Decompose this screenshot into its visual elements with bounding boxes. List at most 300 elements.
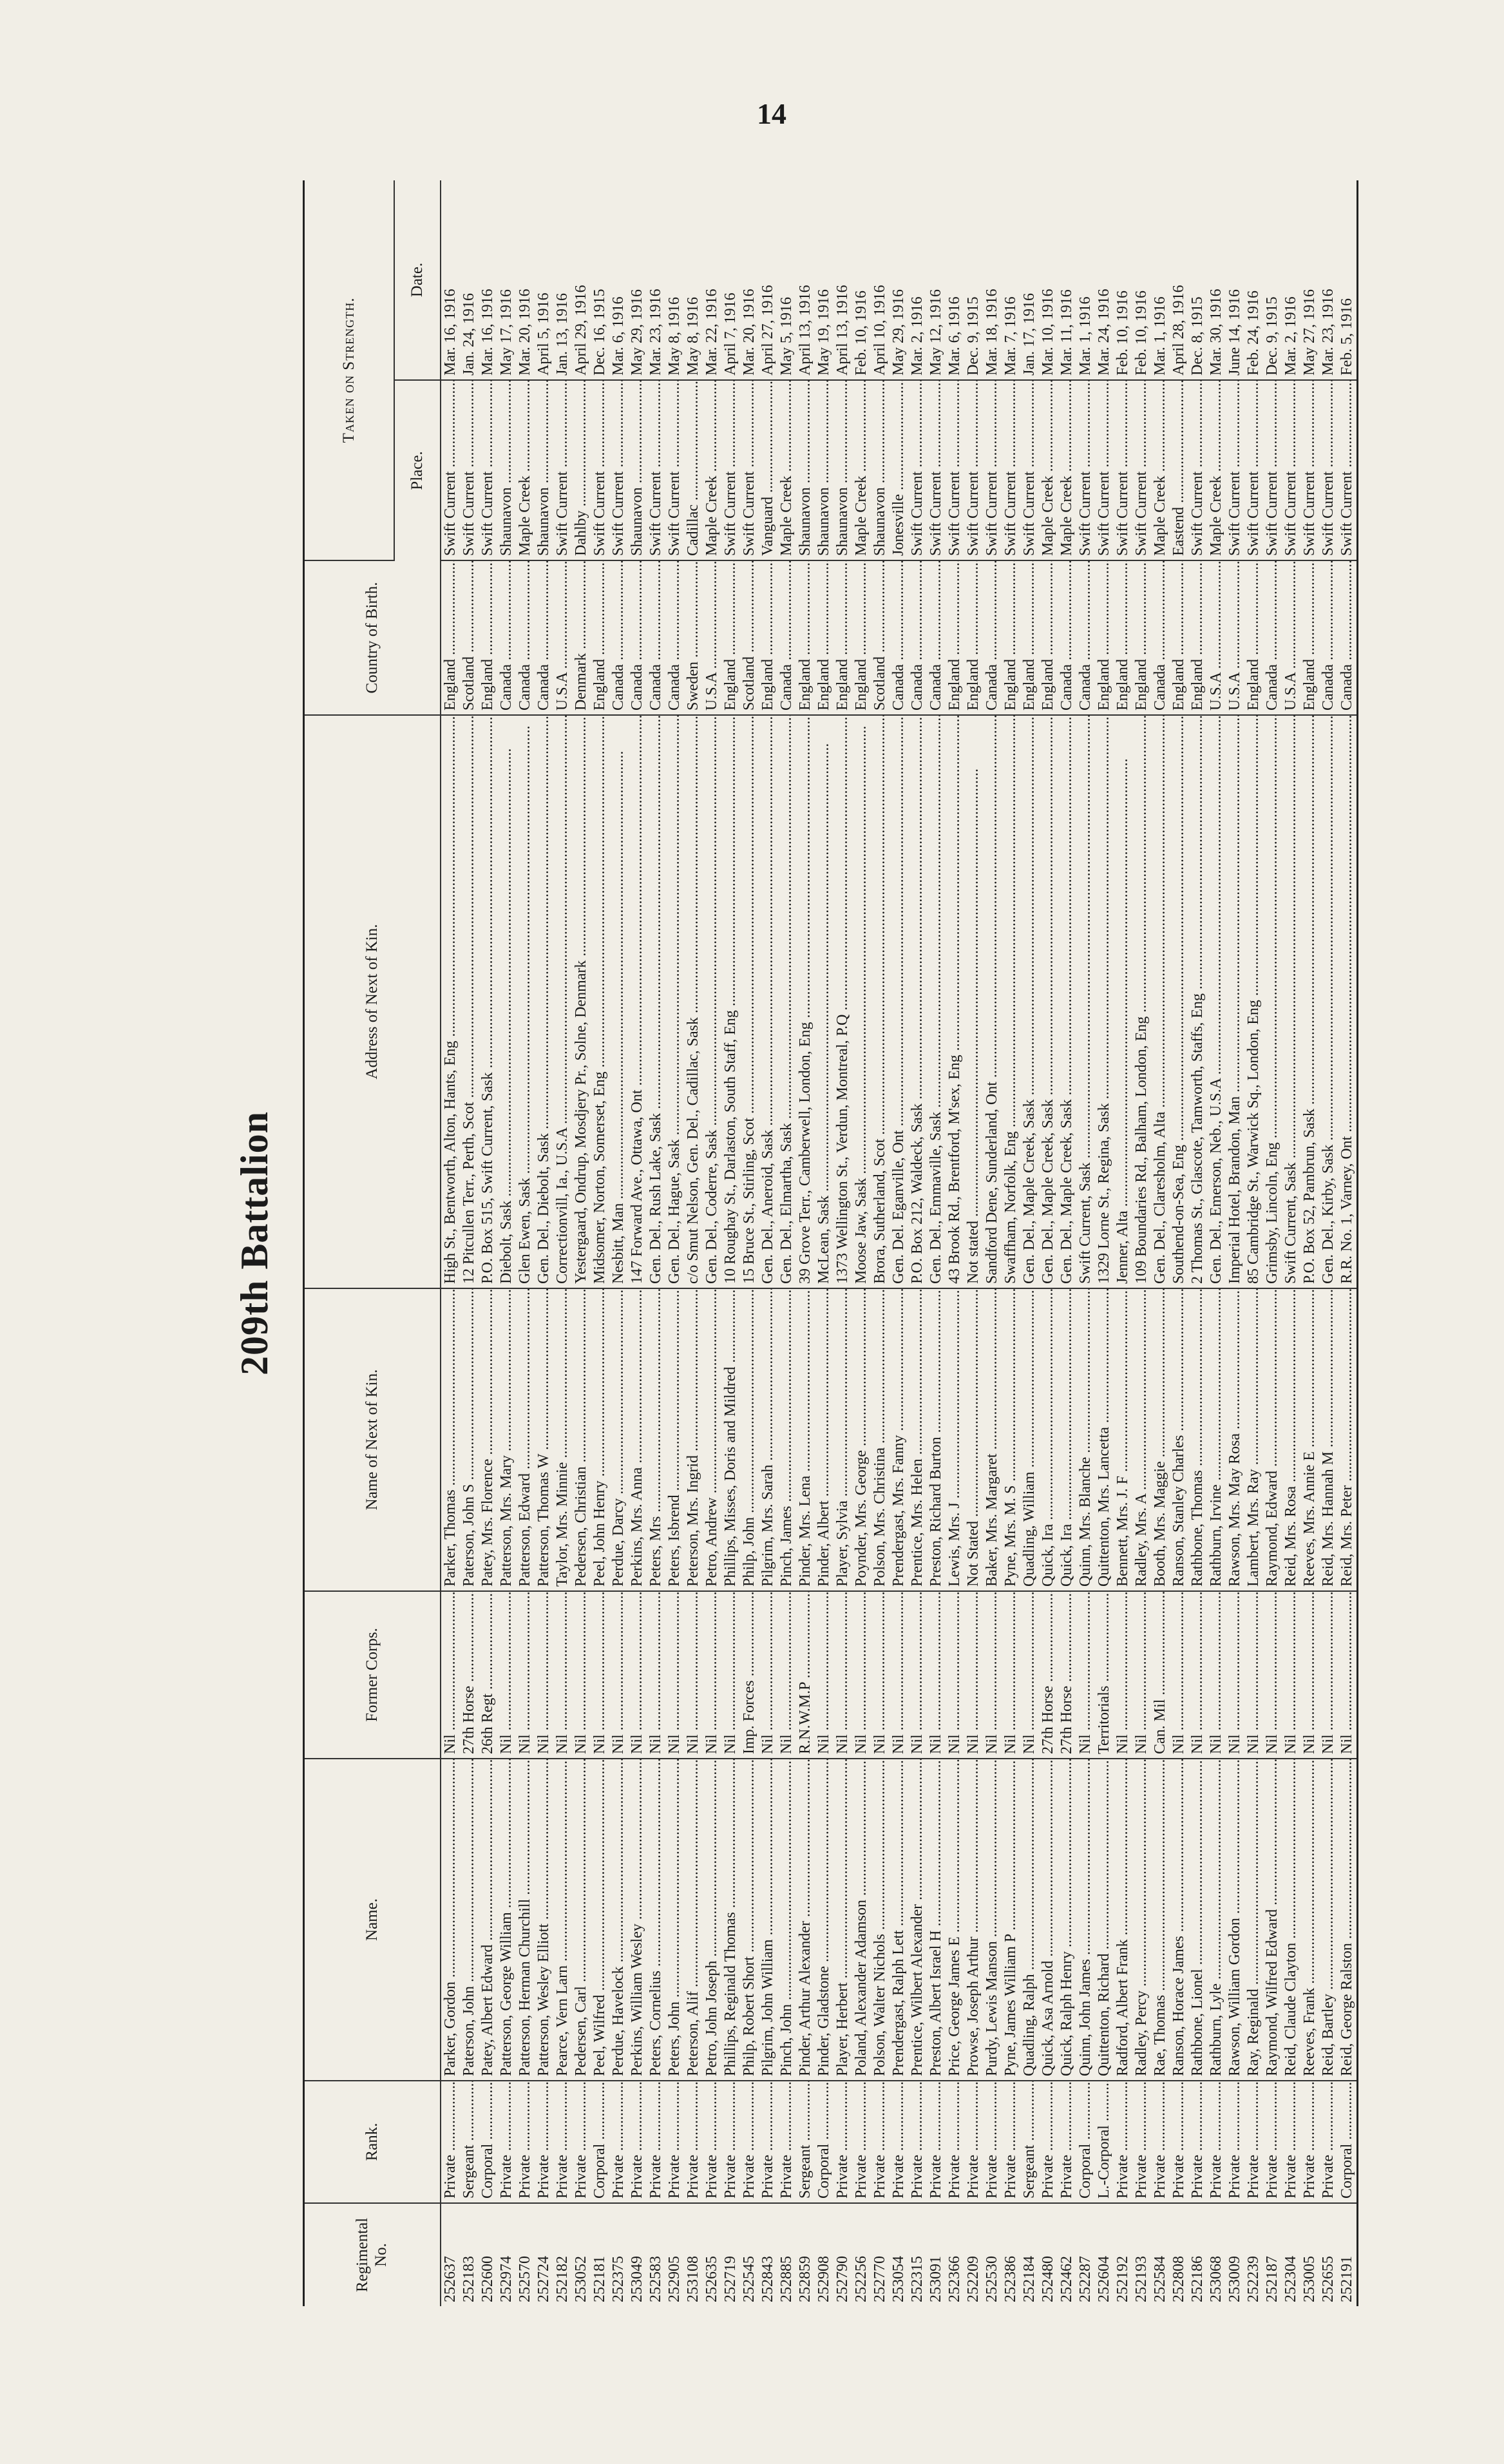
date-cell: May 12, 1916 [927, 180, 946, 380]
place-cell: Swift Current ..... [609, 380, 628, 560]
table-row [535, 180, 553, 2306]
name-cell: Pilgrim, John William ..... [759, 1759, 777, 2081]
date-cell: Mar. 1, 1916 [1151, 180, 1170, 380]
country-of-birth-cell: England ..... [1020, 560, 1039, 715]
rank-cell: Private ..... [1207, 2081, 1226, 2203]
table-row [983, 180, 1002, 2306]
rank-cell: Private ..... [1300, 2081, 1319, 2203]
regimental-no-cell: 252600 [479, 2256, 496, 2302]
country-of-birth-cell: Canada ..... [497, 560, 516, 715]
former-corps-cell: Nil ..... [1076, 1591, 1095, 1759]
place-cell: Swift Current ..... [1282, 380, 1300, 560]
next-of-kin-address-cell: Gen. Del., Maple Creek, Sask ..... [1058, 715, 1076, 1288]
name-cell: Phillips, Reginald Thomas ..... [721, 1759, 740, 2081]
next-of-kin-address-cell: Swift Current, Sask ..... [1282, 715, 1300, 1288]
date-cell: Feb. 10, 1916 [1114, 180, 1132, 380]
date-cell: Dec. 8, 1915 [1188, 180, 1207, 380]
rank-cell: Sergeant ..... [796, 2081, 815, 2203]
name-cell: Reid, George Ralston ..... [1338, 1759, 1358, 2081]
next-of-kin-address-cell: 12 Pitcullen Terr., Perth, Scot ..... [460, 715, 479, 1288]
name-cell: Peterson, Alif ..... [684, 1759, 703, 2081]
country-of-birth-cell: England ..... [1039, 560, 1058, 715]
regimental-no-cell: 253009 [1226, 2256, 1243, 2302]
next-of-kin-name-cell: Quinn, Mrs. Blanche ..... [1076, 1288, 1095, 1591]
next-of-kin-name-cell: Not Stated ..... [964, 1288, 983, 1591]
name-cell: Price, George James E ..... [946, 1759, 964, 2081]
former-corps-cell: Nil ..... [777, 1591, 796, 1759]
place-cell: Swift Current ..... [1095, 380, 1114, 560]
nominal-roll-table [303, 180, 1358, 2306]
table-row [479, 180, 497, 2306]
place-cell: Swift Current ..... [647, 380, 665, 560]
table-row [516, 180, 535, 2306]
rank-cell: Private ..... [609, 2081, 628, 2203]
former-corps-cell: Nil ..... [572, 1591, 591, 1759]
name-cell: Patey, Albert Edward ..... [479, 1759, 497, 2081]
country-of-birth-cell: Canada ..... [777, 560, 796, 715]
country-of-birth-cell: England ..... [815, 560, 833, 715]
table-row [609, 180, 628, 2306]
rank-cell: Private ..... [908, 2081, 927, 2203]
table-row [441, 180, 460, 2306]
rank-cell: Private ..... [647, 2081, 665, 2203]
name-cell: Pearce, Vern Larn ..... [553, 1759, 572, 2081]
table-row [1151, 180, 1170, 2306]
country-of-birth-cell: Canada ..... [908, 560, 927, 715]
regimental-no-cell: 252315 [909, 2256, 926, 2302]
country-of-birth-cell: Canada ..... [890, 560, 908, 715]
next-of-kin-address-cell: Gen. Del., Emmaville, Sask ..... [927, 715, 946, 1288]
former-corps-cell: Nil ..... [983, 1591, 1002, 1759]
header-rank: Rank. [304, 2081, 441, 2203]
name-cell: Reeves, Frank ..... [1300, 1759, 1319, 2081]
place-cell: Shaunavon ..... [535, 380, 553, 560]
rank-cell: Private ..... [516, 2081, 535, 2203]
former-corps-cell: Nil ..... [1244, 1591, 1263, 1759]
date-cell: Mar. 16, 1916 [441, 180, 460, 380]
regimental-no-cell: 253049 [629, 2256, 645, 2302]
next-of-kin-name-cell: Poynder, Mrs. George ..... [852, 1288, 871, 1591]
next-of-kin-address-cell: Jenner, Alta ..... [1114, 715, 1132, 1288]
place-cell: Swift Current ..... [1132, 380, 1151, 560]
name-cell: Rawson, William Gordon ..... [1226, 1759, 1244, 2081]
table-row [591, 180, 609, 2306]
rank-cell: Private ..... [1039, 2081, 1058, 2203]
next-of-kin-name-cell: Rathburn, Irvine ..... [1207, 1288, 1226, 1591]
country-of-birth-cell: Canada ..... [535, 560, 553, 715]
former-corps-cell: Nil ..... [1020, 1591, 1039, 1759]
name-cell: Patterson, Wesley Elliott ..... [535, 1759, 553, 2081]
regimental-no-cell: 253068 [1208, 2256, 1224, 2302]
place-cell: Swift Current ..... [1338, 380, 1358, 560]
table-row [1002, 180, 1020, 2306]
next-of-kin-name-cell: Patterson, Thomas W ..... [535, 1288, 553, 1591]
rank-cell: Corporal ..... [815, 2081, 833, 2203]
table-row [815, 180, 833, 2306]
place-cell: Maple Creek ..... [516, 380, 535, 560]
rank-cell: Private ..... [740, 2081, 759, 2203]
date-cell: Jan. 24, 1916 [460, 180, 479, 380]
date-cell: April 28, 1916 [1170, 180, 1188, 380]
next-of-kin-name-cell: Petro, Andrew ..... [703, 1288, 721, 1591]
next-of-kin-address-cell: High St., Bentworth, Alton, Hants, Eng ..... [441, 715, 460, 1288]
rank-cell: Sergeant ..... [460, 2081, 479, 2203]
table-row [1188, 180, 1207, 2306]
next-of-kin-name-cell: Bennett, Mrs. J. F ..... [1114, 1288, 1132, 1591]
former-corps-cell: Nil ..... [516, 1591, 535, 1759]
rank-cell: Private ..... [535, 2081, 553, 2203]
rank-cell: Private ..... [1058, 2081, 1076, 2203]
table-row [1226, 180, 1244, 2306]
place-cell: Swift Current ..... [1002, 380, 1020, 560]
date-cell: Mar. 7, 1916 [1002, 180, 1020, 380]
place-cell: Swift Current ..... [721, 380, 740, 560]
rank-cell: Private ..... [684, 2081, 703, 2203]
name-cell: Rathbone, Lionel ..... [1188, 1759, 1207, 2081]
former-corps-cell: Imp. Forces ..... [740, 1591, 759, 1759]
header-country-of-birth: Country of Birth. [304, 560, 441, 715]
date-cell: April 29, 1916 [572, 180, 591, 380]
place-cell: Swift Current ..... [964, 380, 983, 560]
next-of-kin-address-cell: c/o Smut Nelson, Gen. Del., Cadillac, Sask ..... [684, 715, 703, 1288]
regimental-no-cell: 252859 [797, 2256, 814, 2302]
former-corps-cell: Nil ..... [1207, 1591, 1226, 1759]
next-of-kin-address-cell: Moose Jaw, Sask ..... [852, 715, 871, 1288]
place-cell: Shaunavon ..... [871, 380, 890, 560]
name-cell: Reid, Bartley ..... [1319, 1759, 1338, 2081]
next-of-kin-address-cell: Gen. Del., Rush Lake, Sask ..... [647, 715, 665, 1288]
next-of-kin-name-cell: Pyne, Mrs. M. S ..... [1002, 1288, 1020, 1591]
place-cell: Maple Creek ..... [852, 380, 871, 560]
country-of-birth-cell: Canada ..... [609, 560, 628, 715]
regimental-no-cell: 253005 [1301, 2256, 1318, 2302]
next-of-kin-address-cell: 43 Brook Rd., Brentford, M'sex, Eng ..... [946, 715, 964, 1288]
date-cell: May 17, 1916 [497, 180, 516, 380]
table-row [796, 180, 815, 2306]
rank-cell: Private ..... [759, 2081, 777, 2203]
country-of-birth-cell: U.S.A ..... [703, 560, 721, 715]
place-cell: Shaunavon ..... [815, 380, 833, 560]
rank-cell: Private ..... [1132, 2081, 1151, 2203]
place-cell: Swift Current ..... [665, 380, 684, 560]
place-cell: Swift Current ..... [983, 380, 1002, 560]
next-of-kin-address-cell: Gen. Del. Eganville, Ont ..... [890, 715, 908, 1288]
table-row [1319, 180, 1338, 2306]
table-row [1263, 180, 1282, 2306]
battalion-title: 209th Battalion [233, 1111, 276, 1376]
regimental-no-cell: 252584 [1152, 2256, 1168, 2302]
place-cell: Cadillac ..... [684, 380, 703, 560]
next-of-kin-name-cell: Reid, Mrs. Hannah M ..... [1319, 1288, 1338, 1591]
next-of-kin-address-cell: Gen. Del., Elmartha, Sask ..... [777, 715, 796, 1288]
former-corps-cell: Nil ..... [964, 1591, 983, 1759]
date-cell: April 10, 1916 [871, 180, 890, 380]
place-cell: Swift Current ..... [441, 380, 460, 560]
former-corps-cell: Nil ..... [833, 1591, 852, 1759]
country-of-birth-cell: England ..... [1002, 560, 1020, 715]
place-cell: Eastend ..... [1170, 380, 1188, 560]
name-cell: Quick, Asa Arnold ..... [1039, 1759, 1058, 2081]
place-cell: Swift Current ..... [1319, 380, 1338, 560]
country-of-birth-cell: Canada ..... [927, 560, 946, 715]
country-of-birth-cell: Canada ..... [1151, 560, 1170, 715]
rank-cell: Private ..... [964, 2081, 983, 2203]
regimental-no-cell: 252570 [517, 2256, 533, 2302]
header-next-of-kin-name: Name of Next of Kin. [304, 1288, 441, 1591]
former-corps-cell: Nil ..... [647, 1591, 665, 1759]
next-of-kin-address-cell: Gen. Del., Maple Creek, Sask ..... [1020, 715, 1039, 1288]
rank-cell: Private ..... [946, 2081, 964, 2203]
former-corps-cell: Nil ..... [609, 1591, 628, 1759]
place-cell: Dahlby ..... [572, 380, 591, 560]
regimental-no-cell: 252256 [853, 2256, 870, 2302]
next-of-kin-name-cell: Pinder, Mrs. Lena ..... [796, 1288, 815, 1591]
country-of-birth-cell: Canada ..... [647, 560, 665, 715]
next-of-kin-name-cell: Peters, Isbrend ..... [665, 1288, 684, 1591]
table-row [852, 180, 871, 2306]
name-cell: Paterson, John ..... [460, 1759, 479, 2081]
next-of-kin-name-cell: Taylor, Mrs. Minnie ..... [553, 1288, 572, 1591]
rank-cell: Private ..... [497, 2081, 516, 2203]
rank-cell: Private ..... [1263, 2081, 1282, 2203]
name-cell: Purdy, Lewis Manson ..... [983, 1759, 1002, 2081]
country-of-birth-cell: England ..... [759, 560, 777, 715]
regimental-no-cell: 252239 [1245, 2256, 1262, 2302]
former-corps-cell: Nil ..... [721, 1591, 740, 1759]
next-of-kin-address-cell: Diebolt, Sask ..... [497, 715, 516, 1288]
next-of-kin-address-cell: Gen. Del., Diebolt, Sask ..... [535, 715, 553, 1288]
table-row [759, 180, 777, 2306]
name-cell: Ranson, Horace James ..... [1170, 1759, 1188, 2081]
regimental-no-cell: 253054 [890, 2256, 907, 2302]
date-cell: April 5, 1916 [535, 180, 553, 380]
next-of-kin-name-cell: Booth, Mrs. Maggie ..... [1151, 1288, 1170, 1591]
next-of-kin-name-cell: Lambert, Mrs. Ray ..... [1244, 1288, 1263, 1591]
former-corps-cell: Nil ..... [759, 1591, 777, 1759]
rank-cell: Private ..... [1244, 2081, 1263, 2203]
next-of-kin-address-cell: P.O. Box 52, Pambrun, Sask ..... [1300, 715, 1319, 1288]
regimental-no-cell: 252545 [741, 2256, 757, 2302]
former-corps-cell: Nil ..... [1319, 1591, 1338, 1759]
table-row [964, 180, 983, 2306]
former-corps-cell: Nil ..... [1263, 1591, 1282, 1759]
table-row [908, 180, 927, 2306]
place-cell: Swift Current ..... [553, 380, 572, 560]
name-cell: Pinder, Gladstone ..... [815, 1759, 833, 2081]
name-cell: Peters, John ..... [665, 1759, 684, 2081]
place-cell: Shaunavon ..... [796, 380, 815, 560]
place-cell: Swift Current ..... [460, 380, 479, 560]
table-row [1058, 180, 1076, 2306]
date-cell: Mar. 1, 1916 [1076, 180, 1095, 380]
next-of-kin-name-cell: Polson, Mrs. Christina ..... [871, 1288, 890, 1591]
table-row [665, 180, 684, 2306]
next-of-kin-address-cell: 147 Forward Ave., Ottawa, Ont ..... [628, 715, 647, 1288]
place-cell: Shaunavon ..... [628, 380, 647, 560]
country-of-birth-cell: U.S.A ..... [1226, 560, 1244, 715]
next-of-kin-name-cell: Patterson, Mrs. Mary ..... [497, 1288, 516, 1591]
date-cell: Jan. 17, 1916 [1020, 180, 1039, 380]
next-of-kin-address-cell: Grimsby, Lincoln, Eng ..... [1263, 715, 1282, 1288]
place-cell: Swift Current ..... [1300, 380, 1319, 560]
table-row [946, 180, 964, 2306]
date-cell: May 29, 1916 [890, 180, 908, 380]
regimental-no-cell: 252635 [703, 2256, 720, 2302]
date-cell: Mar. 10, 1916 [1039, 180, 1058, 380]
rank-cell: Private ..... [1282, 2081, 1300, 2203]
name-cell: Pyne, James William P ..... [1002, 1759, 1020, 2081]
place-cell: Swift Current ..... [1263, 380, 1282, 560]
country-of-birth-cell: Canada ..... [1338, 560, 1358, 715]
rank-cell: Private ..... [1188, 2081, 1207, 2203]
date-cell: Mar. 22, 1916 [703, 180, 721, 380]
next-of-kin-address-cell: Imperial Hotel, Brandon, Man ..... [1226, 715, 1244, 1288]
country-of-birth-cell: Canada ..... [983, 560, 1002, 715]
next-of-kin-name-cell: Philp, John ..... [740, 1288, 759, 1591]
regimental-no-cell: 252191 [1338, 2256, 1355, 2302]
regimental-no-cell: 252583 [647, 2256, 664, 2302]
table-row [703, 180, 721, 2306]
name-cell: Preston, Albert Israel H ..... [927, 1759, 946, 2081]
name-cell: Radford, Albert Frank ..... [1114, 1759, 1132, 2081]
country-of-birth-cell: Canada ..... [1319, 560, 1338, 715]
next-of-kin-address-cell: Gen. Del., Kirby, Sask ..... [1319, 715, 1338, 1288]
next-of-kin-address-cell: P.O. Box 515, Swift Current, Sask ..... [479, 715, 497, 1288]
regimental-no-cell: 252186 [1189, 2256, 1206, 2302]
next-of-kin-name-cell: Pinder, Albert ..... [815, 1288, 833, 1591]
next-of-kin-name-cell: Rawson, Mrs. May Rosa ..... [1226, 1288, 1244, 1591]
regimental-no-cell: 252187 [1264, 2256, 1280, 2302]
name-cell: Polson, Walter Nichols ..... [871, 1759, 890, 2081]
next-of-kin-address-cell: 1329 Lorne St., Regina, Sask ..... [1095, 715, 1114, 1288]
place-cell: Swift Current ..... [740, 380, 759, 560]
date-cell: Feb. 24, 1916 [1244, 180, 1263, 380]
name-cell: Philp, Robert Short ..... [740, 1759, 759, 2081]
place-cell: Vanguard ..... [759, 380, 777, 560]
regimental-no-cell: 252905 [666, 2256, 683, 2302]
regimental-no-cell: 252808 [1170, 2256, 1187, 2302]
rank-cell: Private ..... [703, 2081, 721, 2203]
table-row [721, 180, 740, 2306]
rank-cell: Sergeant ..... [1020, 2081, 1039, 2203]
rank-cell: Private ..... [1319, 2081, 1338, 2203]
page-number: 14 [757, 97, 786, 130]
place-cell: Jonesville ..... [890, 380, 908, 560]
country-of-birth-cell: England ..... [796, 560, 815, 715]
header-date: Date. [394, 180, 441, 380]
table-body [441, 180, 1358, 2306]
table-row [1020, 180, 1039, 2306]
date-cell: May 8, 1916 [684, 180, 703, 380]
country-of-birth-cell: England ..... [852, 560, 871, 715]
next-of-kin-name-cell: Ranson, Stanley Charles ..... [1170, 1288, 1188, 1591]
name-cell: Player, Herbert ..... [833, 1759, 852, 2081]
table-row [871, 180, 890, 2306]
table-row [1076, 180, 1095, 2306]
table-row [1170, 180, 1188, 2306]
table-row [1300, 180, 1319, 2306]
table-row [553, 180, 572, 2306]
name-cell: Ray, Reginald ..... [1244, 1759, 1263, 2081]
country-of-birth-cell: Canada ..... [628, 560, 647, 715]
next-of-kin-name-cell: Patey, Mrs. Florence ..... [479, 1288, 497, 1591]
former-corps-cell: Nil ..... [591, 1591, 609, 1759]
name-cell: Pinch, John ..... [777, 1759, 796, 2081]
table-row [460, 180, 479, 2306]
rank-cell: Private ..... [833, 2081, 852, 2203]
regimental-no-cell: 252974 [498, 2256, 515, 2302]
next-of-kin-name-cell: Parker, Thomas ..... [441, 1288, 460, 1591]
country-of-birth-cell: England ..... [1095, 560, 1114, 715]
table-row [1095, 180, 1114, 2306]
next-of-kin-name-cell: Preston, Richard Burton ..... [927, 1288, 946, 1591]
header-taken-on-strength: Taken on Strength. [304, 180, 395, 560]
next-of-kin-name-cell: Peters, Mrs ..... [647, 1288, 665, 1591]
name-cell: Rathburn, Lyle ..... [1207, 1759, 1226, 2081]
name-cell: Poland, Alexander Adamson ..... [852, 1759, 871, 2081]
regimental-no-cell: 252184 [1021, 2256, 1038, 2302]
next-of-kin-name-cell: Perkins, Mrs. Anna ..... [628, 1288, 647, 1591]
next-of-kin-address-cell: Swaffham, Norfolk, Eng ..... [1002, 715, 1020, 1288]
date-cell: Jan. 13, 1916 [553, 180, 572, 380]
place-cell: Maple Creek ..... [1039, 380, 1058, 560]
date-cell: Mar. 6, 1916 [946, 180, 964, 380]
former-corps-cell: Nil ..... [628, 1591, 647, 1759]
table-row [572, 180, 591, 2306]
regimental-no-cell: 253091 [928, 2256, 944, 2302]
next-of-kin-address-cell: 85 Cambridge St., Warwick Sq., London, Eng ..... [1244, 715, 1263, 1288]
next-of-kin-name-cell: Lewis, Mrs. J ..... [946, 1288, 964, 1591]
next-of-kin-name-cell: Reid, Mrs. Peter ..... [1338, 1288, 1358, 1591]
date-cell: Mar. 20, 1916 [516, 180, 535, 380]
place-cell: Swift Current ..... [1114, 380, 1132, 560]
rank-cell: Private ..... [665, 2081, 684, 2203]
former-corps-cell: 26th Regt ..... [479, 1591, 497, 1759]
place-cell: Maple Creek ..... [1058, 380, 1076, 560]
name-cell: Perdue, Havelock ..... [609, 1759, 628, 2081]
former-corps-cell: 27th Horse ..... [1039, 1591, 1058, 1759]
regimental-no-cell: 252193 [1133, 2256, 1150, 2302]
rank-cell: Private ..... [852, 2081, 871, 2203]
name-cell: Rae, Thomas ..... [1151, 1759, 1170, 2081]
regimental-no-cell: 253052 [573, 2256, 589, 2302]
former-corps-cell: Nil ..... [852, 1591, 871, 1759]
date-cell: Mar. 20, 1916 [740, 180, 759, 380]
country-of-birth-cell: Scotland ..... [871, 560, 890, 715]
place-cell: Swift Current ..... [1020, 380, 1039, 560]
place-cell: Maple Creek ..... [703, 380, 721, 560]
former-corps-cell: Nil ..... [1300, 1591, 1319, 1759]
regimental-no-cell: 252304 [1282, 2256, 1299, 2302]
country-of-birth-cell: England ..... [1188, 560, 1207, 715]
former-corps-cell: Nil ..... [1114, 1591, 1132, 1759]
regimental-no-cell: 252366 [946, 2256, 963, 2302]
next-of-kin-address-cell: P.O. Box 212, Waldeck, Sask ..... [908, 715, 927, 1288]
place-cell: Maple Creek ..... [1207, 380, 1226, 560]
place-cell: Swift Current ..... [908, 380, 927, 560]
rank-cell: Corporal ..... [591, 2081, 609, 2203]
rank-cell: Private ..... [441, 2081, 460, 2203]
next-of-kin-name-cell: Pinch, James ..... [777, 1288, 796, 1591]
place-cell: Maple Creek ..... [777, 380, 796, 560]
date-cell: Mar. 30, 1916 [1207, 180, 1226, 380]
regimental-no-cell: 252192 [1114, 2256, 1131, 2302]
next-of-kin-address-cell: Correctionvill, Ia., U.S.A ..... [553, 715, 572, 1288]
table-row [1338, 180, 1358, 2306]
table-row [1244, 180, 1263, 2306]
next-of-kin-name-cell: Perdue, Darcy ..... [609, 1288, 628, 1591]
former-corps-cell: Nil ..... [1002, 1591, 1020, 1759]
